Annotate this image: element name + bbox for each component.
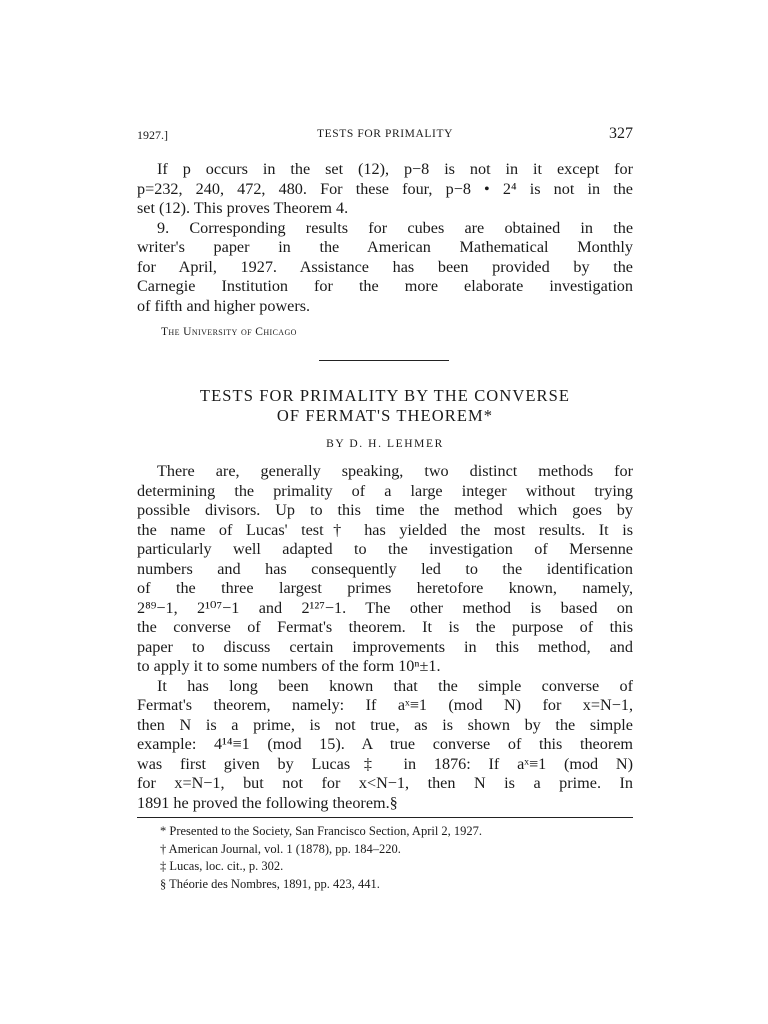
text-line: determining the primality of a large integer without trying	[137, 481, 633, 500]
article-title-line-1: TESTS FOR PRIMALITY BY THE CONVERSE	[199, 386, 571, 405]
text-line: of the three largest primes heretofore known, namely,	[137, 579, 633, 597]
text-line: paper to discuss certain improvements in this method, and	[137, 637, 633, 656]
text-line: writer's paper in the American Mathematical Monthly	[137, 238, 633, 256]
text-line: then N is a prime, is not true, as is shown by the simple	[137, 715, 633, 734]
footnote-rule	[137, 817, 633, 818]
text-line: of fifth and higher powers.	[137, 296, 311, 315]
text-line: example: 4¹⁴≡1 (mod 15). A true converse of this theorem	[137, 735, 633, 753]
text-line: the converse of Fermat's theorem. It is the purpose of this	[137, 618, 633, 636]
section-divider	[319, 360, 449, 361]
text-line: Fermat's theorem, namely: If aˣ≡1 (mod N) for x=N−1,	[137, 696, 633, 714]
footnote-item: § Théorie des Nombres, 1891, pp. 423, 441.	[160, 876, 380, 891]
footnote-item: ‡ Lucas, loc. cit., p. 302.	[160, 859, 284, 873]
text-line: was first given by Lucas‡ in 1876: If aˣ≡1 (mod N)	[137, 754, 633, 773]
header-year: 1927.]	[137, 128, 168, 142]
footnote-item: * Presented to the Society, San Francisco Section, April 2, 1927.	[160, 824, 483, 838]
article-title-line-2: OF FERMAT'S THEOREM*	[276, 406, 494, 425]
text-line: set (12). This proves Theorem 4.	[137, 199, 349, 217]
author-byline: BY D. H. LEHMER	[326, 438, 444, 450]
top-paragraph	[137, 160, 633, 316]
text-line: the name of Lucas' test† has yielded the most results. It is	[137, 520, 633, 539]
text-line: numbers and has consequently led to the identification	[137, 559, 633, 578]
header-running-title: TESTS FOR PRIMALITY	[317, 128, 453, 140]
running-header	[137, 125, 633, 145]
text-line: 1891 he proved the following theorem.§	[137, 793, 398, 812]
header-page-number: 327	[609, 125, 633, 142]
text-line: 2⁸⁹−1, 2¹⁰⁷−1 and 2¹²⁷−1. The other method is based on	[137, 598, 633, 617]
text-line: p=232, 240, 472, 480. For these four, p−8 • 2⁴ is not in the	[137, 179, 633, 198]
text-line: Carnegie Institution for the more elaborate investigation	[137, 277, 633, 295]
text-line: for x=N−1, but not for x<N−1, then N is a prime. In	[137, 774, 633, 792]
text-line: to apply it to some numbers of the form 10ⁿ±1.	[137, 657, 441, 675]
text-line: particularly well adapted to the investigation of Mersenne	[137, 540, 633, 558]
text-line: 9. Corresponding results for cubes are obtained in the	[157, 218, 633, 237]
footnote-item: † American Journal, vol. 1 (1878), pp. 184–220.	[160, 841, 401, 856]
text-line: possible divisors. Up to this time the method which goes by	[137, 501, 633, 519]
text-line: If p occurs in the set (12), p−8 is not in it except for	[157, 160, 633, 178]
text-line: It has long been known that the simple converse of	[157, 676, 633, 695]
footnotes	[160, 823, 482, 893]
text-line: There are, generally speaking, two distinct methods for	[157, 462, 633, 480]
affiliation: The University of Chicago	[161, 326, 297, 338]
body-paragraph-1	[137, 462, 633, 813]
text-line: for April, 1927. Assistance has been provided by the	[137, 257, 633, 276]
